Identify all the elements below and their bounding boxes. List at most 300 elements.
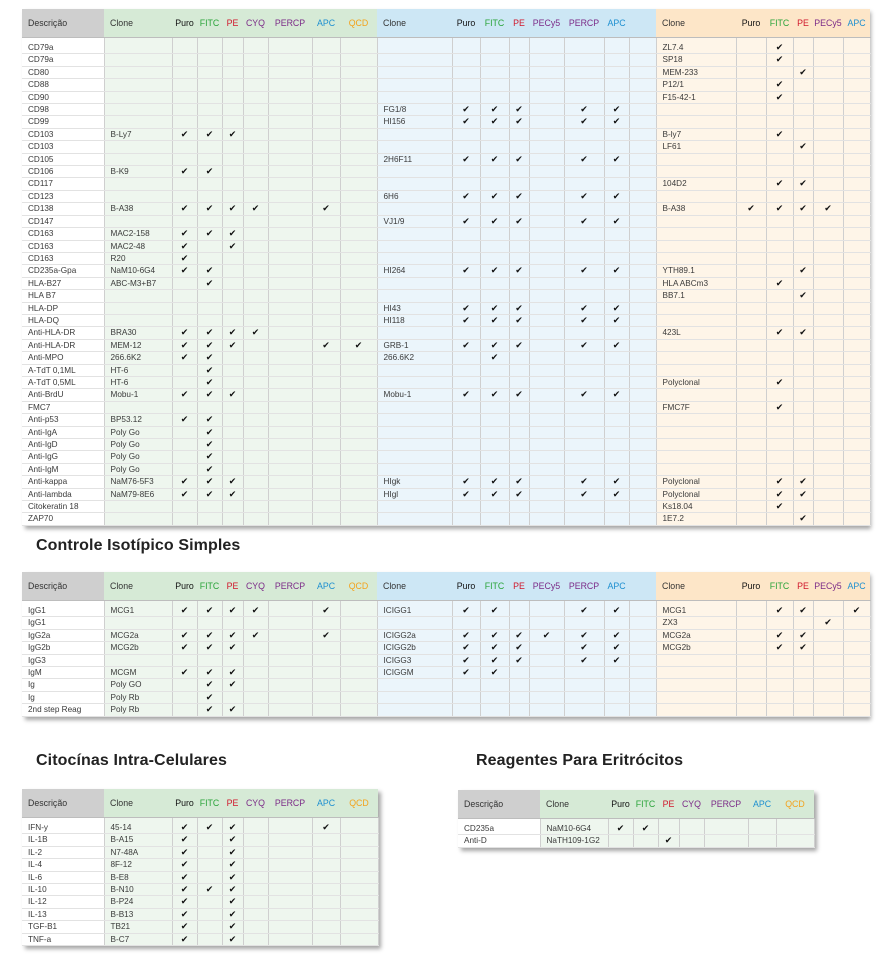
check-cell [766, 66, 793, 78]
table-row [22, 629, 870, 641]
check-cell [243, 389, 268, 401]
description-cell: CD79a [22, 42, 104, 54]
check-cell [736, 79, 766, 91]
clone-cell [377, 426, 452, 438]
check-cell [452, 240, 480, 252]
check-cell: ✔ [172, 166, 197, 178]
check-cell [509, 463, 529, 475]
check-cell [480, 617, 509, 629]
check-cell [509, 166, 529, 178]
check-cell [480, 178, 509, 190]
check-cell [340, 617, 377, 629]
check-cell [340, 691, 377, 703]
check-cell [629, 240, 656, 252]
check-cell: ✔ [452, 488, 480, 500]
check-cell [736, 42, 766, 54]
clone-cell [104, 79, 172, 91]
check-cell: ✔ [564, 654, 604, 666]
check-cell [529, 451, 564, 463]
check-cell [843, 376, 870, 388]
check-cell [312, 501, 340, 513]
header-clone: Clone [377, 9, 452, 38]
check-cell [243, 463, 268, 475]
check-cell: ✔ [222, 240, 243, 252]
check-cell [766, 439, 793, 451]
clone-cell [104, 178, 172, 190]
check-cell [629, 513, 656, 525]
check-cell [268, 327, 312, 339]
table-row [22, 654, 870, 666]
check-cell [564, 704, 604, 716]
check-cell [197, 104, 222, 116]
check-cell [452, 327, 480, 339]
check-cell [509, 605, 529, 617]
clone-cell: MCG2b [104, 642, 172, 654]
check-cell: ✔ [312, 339, 340, 351]
check-cell [629, 376, 656, 388]
check-cell [268, 91, 312, 103]
check-cell [222, 252, 243, 264]
check-cell [608, 835, 633, 847]
clone-cell [104, 617, 172, 629]
check-cell: ✔ [604, 476, 629, 488]
check-cell: ✔ [509, 642, 529, 654]
check-cell [564, 290, 604, 302]
clone-cell: BRA30 [104, 327, 172, 339]
check-cell [813, 91, 843, 103]
check-cell [268, 414, 312, 426]
check-cell: ✔ [604, 215, 629, 227]
check-cell [704, 823, 748, 835]
check-cell [312, 302, 340, 314]
check-cell [766, 153, 793, 165]
check-cell: ✔ [766, 277, 793, 289]
check-cell [312, 921, 340, 933]
clone-cell [377, 679, 452, 691]
check-cell [312, 642, 340, 654]
clone-cell [656, 116, 736, 128]
check-cell [222, 178, 243, 190]
check-cell [736, 654, 766, 666]
check-cell [704, 835, 748, 847]
check-cell: ✔ [197, 203, 222, 215]
table-row [22, 252, 870, 264]
check-cell [813, 439, 843, 451]
check-cell [793, 91, 813, 103]
check-cell [604, 91, 629, 103]
check-cell [243, 252, 268, 264]
clone-cell [656, 679, 736, 691]
check-cell [736, 54, 766, 66]
check-cell [629, 166, 656, 178]
header-percp: PERCP [564, 9, 604, 38]
header-pe: PE [793, 9, 813, 38]
check-cell [843, 389, 870, 401]
check-cell [529, 401, 564, 413]
check-cell [243, 414, 268, 426]
check-cell [312, 178, 340, 190]
header-apc: APC [843, 9, 870, 38]
check-cell [452, 66, 480, 78]
check-cell [312, 679, 340, 691]
check-cell [564, 451, 604, 463]
check-cell [813, 476, 843, 488]
check-cell: ✔ [222, 629, 243, 641]
check-cell [509, 203, 529, 215]
check-cell [843, 476, 870, 488]
check-cell: ✔ [480, 488, 509, 500]
clone-cell: ZL7.4 [656, 42, 736, 54]
check-cell [629, 401, 656, 413]
clone-cell: 104D2 [656, 178, 736, 190]
check-cell [529, 228, 564, 240]
check-cell: ✔ [509, 215, 529, 227]
description-cell: HLA-DP [22, 302, 104, 314]
clone-cell: MAC2-158 [104, 228, 172, 240]
check-cell [766, 228, 793, 240]
clone-cell [377, 66, 452, 78]
clone-cell: 266.6K2 [104, 352, 172, 364]
check-cell: ✔ [564, 104, 604, 116]
table-row [22, 389, 870, 401]
check-cell [222, 277, 243, 289]
clone-cell: 8F-12 [104, 859, 172, 871]
description-cell: CD98 [22, 104, 104, 116]
table-row [22, 414, 870, 426]
check-cell [222, 426, 243, 438]
check-cell [312, 401, 340, 413]
table-row [22, 921, 378, 933]
check-cell: ✔ [172, 128, 197, 140]
check-cell [736, 128, 766, 140]
table-row [22, 691, 870, 703]
check-cell [268, 339, 312, 351]
check-cell [793, 463, 813, 475]
check-cell [243, 822, 268, 834]
check-cell [172, 401, 197, 413]
header-pecy5: PECy5 [813, 9, 843, 38]
check-cell [222, 314, 243, 326]
check-cell [843, 54, 870, 66]
check-cell: ✔ [480, 215, 509, 227]
description-cell: Anti-IgM [22, 463, 104, 475]
table-row [458, 823, 814, 835]
check-cell [529, 265, 564, 277]
check-cell [268, 884, 312, 896]
check-cell [222, 265, 243, 277]
clone-cell: B-K9 [104, 166, 172, 178]
check-cell [312, 414, 340, 426]
check-cell [243, 376, 268, 388]
check-cell [197, 654, 222, 666]
check-cell [480, 166, 509, 178]
check-cell [843, 339, 870, 351]
header-fitc: FITC [766, 572, 793, 601]
check-cell [480, 704, 509, 716]
check-cell: ✔ [793, 605, 813, 617]
clone-cell: NaM10-6G4 [104, 265, 172, 277]
check-cell [480, 228, 509, 240]
check-cell [197, 178, 222, 190]
clone-cell: MEM-12 [104, 339, 172, 351]
check-cell [197, 42, 222, 54]
clone-cell [104, 314, 172, 326]
clone-cell [656, 439, 736, 451]
check-cell [268, 79, 312, 91]
clone-cell [656, 302, 736, 314]
header-fitc: FITC [197, 572, 222, 601]
check-cell [340, 91, 377, 103]
check-cell: ✔ [243, 327, 268, 339]
check-cell [793, 401, 813, 413]
check-cell: ✔ [172, 389, 197, 401]
table-row [22, 605, 870, 617]
check-cell: ✔ [564, 265, 604, 277]
check-cell [172, 42, 197, 54]
check-cell [243, 933, 268, 945]
cytokines-table [22, 789, 378, 946]
check-cell [268, 439, 312, 451]
clone-cell [377, 54, 452, 66]
check-cell [629, 488, 656, 500]
check-cell [312, 153, 340, 165]
check-cell [172, 451, 197, 463]
description-cell: CD117 [22, 178, 104, 190]
clone-cell [377, 513, 452, 525]
check-cell [312, 104, 340, 116]
check-cell [813, 141, 843, 153]
clone-cell: Poly GO [104, 679, 172, 691]
check-cell [604, 439, 629, 451]
check-cell [766, 691, 793, 703]
check-cell [480, 463, 509, 475]
check-cell [766, 451, 793, 463]
check-cell [736, 215, 766, 227]
check-cell [222, 302, 243, 314]
check-cell [197, 859, 222, 871]
check-cell [529, 66, 564, 78]
check-cell [529, 376, 564, 388]
check-cell [529, 654, 564, 666]
check-cell [340, 190, 377, 202]
check-cell [843, 66, 870, 78]
check-cell [172, 104, 197, 116]
description-cell: Anti-HLA-DR [22, 339, 104, 351]
check-cell [629, 277, 656, 289]
check-cell [529, 389, 564, 401]
clone-cell [104, 42, 172, 54]
clone-cell: B-Ly7 [104, 128, 172, 140]
description-cell: 2nd step Reag [22, 704, 104, 716]
clone-cell: Mobu-1 [104, 389, 172, 401]
check-cell [629, 141, 656, 153]
clone-cell: BP53.12 [104, 414, 172, 426]
check-cell: ✔ [480, 629, 509, 641]
check-cell: ✔ [793, 513, 813, 525]
check-cell [222, 501, 243, 513]
table-row [22, 679, 870, 691]
check-cell [268, 605, 312, 617]
check-cell [604, 617, 629, 629]
check-cell: ✔ [222, 908, 243, 920]
clone-cell: FMC7F [656, 401, 736, 413]
check-cell [736, 439, 766, 451]
check-cell [268, 896, 312, 908]
check-cell: ✔ [604, 629, 629, 641]
header-descricao: Descrição [22, 789, 104, 818]
check-cell [736, 617, 766, 629]
erythrocytes-body [458, 819, 814, 848]
clone-cell: NaM10-6G4 [540, 823, 608, 835]
check-cell: ✔ [604, 116, 629, 128]
header-puro: Puro [172, 9, 197, 38]
clone-cell [377, 42, 452, 54]
check-cell [813, 642, 843, 654]
check-cell [736, 190, 766, 202]
clone-cell [104, 141, 172, 153]
clone-cell [377, 364, 452, 376]
description-cell: CD235a-Gpa [22, 265, 104, 277]
table-row [22, 933, 378, 945]
table-row [22, 513, 870, 525]
check-cell [312, 190, 340, 202]
check-cell [843, 215, 870, 227]
check-cell [452, 691, 480, 703]
check-cell [736, 376, 766, 388]
check-cell [629, 116, 656, 128]
check-cell [268, 166, 312, 178]
check-cell [312, 290, 340, 302]
description-cell: CD138 [22, 203, 104, 215]
check-cell [268, 352, 312, 364]
description-cell: CD163 [22, 252, 104, 264]
check-cell [736, 314, 766, 326]
check-cell [766, 704, 793, 716]
clone-cell [656, 654, 736, 666]
check-cell [268, 190, 312, 202]
clone-cell: ICIGG2b [377, 642, 452, 654]
check-cell [793, 252, 813, 264]
description-cell: Ig [22, 679, 104, 691]
check-cell [564, 691, 604, 703]
check-cell [843, 691, 870, 703]
check-cell [172, 426, 197, 438]
header-pe: PE [509, 9, 529, 38]
check-cell [340, 314, 377, 326]
check-cell [629, 426, 656, 438]
check-cell: ✔ [312, 822, 340, 834]
check-cell [197, 908, 222, 920]
description-cell: Anti-MPO [22, 352, 104, 364]
check-cell [312, 884, 340, 896]
check-cell [529, 414, 564, 426]
check-cell [509, 376, 529, 388]
check-cell: ✔ [766, 376, 793, 388]
check-cell [629, 691, 656, 703]
check-cell [529, 426, 564, 438]
description-cell: CD123 [22, 190, 104, 202]
header-apc: APC [748, 790, 776, 819]
check-cell [222, 352, 243, 364]
check-cell [268, 859, 312, 871]
check-cell [243, 617, 268, 629]
check-cell [813, 54, 843, 66]
check-cell [268, 240, 312, 252]
clone-cell: B-E8 [104, 871, 172, 883]
check-cell [243, 704, 268, 716]
table-row [22, 42, 870, 54]
check-cell [813, 178, 843, 190]
check-cell [452, 79, 480, 91]
check-cell [480, 501, 509, 513]
check-cell [793, 389, 813, 401]
description-cell: Anti-HLA-DR [22, 327, 104, 339]
check-cell [222, 66, 243, 78]
check-cell [793, 215, 813, 227]
check-cell [813, 605, 843, 617]
clone-cell: YTH89.1 [656, 265, 736, 277]
check-cell [843, 228, 870, 240]
clone-cell: Polyclonal [656, 476, 736, 488]
table-row [22, 290, 870, 302]
check-cell [843, 104, 870, 116]
check-cell [480, 91, 509, 103]
check-cell [340, 42, 377, 54]
check-cell [793, 228, 813, 240]
check-cell [340, 116, 377, 128]
check-cell [509, 141, 529, 153]
clone-cell [377, 617, 452, 629]
header-descricao: Descrição [22, 9, 104, 38]
check-cell [813, 352, 843, 364]
check-cell [564, 252, 604, 264]
check-cell: ✔ [172, 859, 197, 871]
check-cell [766, 654, 793, 666]
check-cell [629, 389, 656, 401]
check-cell: ✔ [197, 822, 222, 834]
check-cell: ✔ [222, 871, 243, 883]
clone-cell: ICIGG1 [377, 605, 452, 617]
check-cell [509, 401, 529, 413]
check-cell: ✔ [509, 104, 529, 116]
check-cell [509, 667, 529, 679]
check-cell: ✔ [604, 314, 629, 326]
check-cell: ✔ [480, 153, 509, 165]
header-cyq: CYQ [679, 790, 704, 819]
check-cell: ✔ [766, 91, 793, 103]
check-cell [312, 476, 340, 488]
check-cell [172, 153, 197, 165]
check-cell [243, 667, 268, 679]
check-cell [736, 153, 766, 165]
table-row [22, 314, 870, 326]
header-apc: APC [604, 9, 629, 38]
check-cell [813, 314, 843, 326]
check-cell [736, 91, 766, 103]
check-cell [766, 252, 793, 264]
check-cell [243, 859, 268, 871]
check-cell [776, 823, 814, 835]
check-cell [452, 252, 480, 264]
check-cell [340, 215, 377, 227]
check-cell [480, 401, 509, 413]
check-cell [222, 153, 243, 165]
check-cell [268, 141, 312, 153]
table-row [22, 190, 870, 202]
check-cell [480, 414, 509, 426]
table-row [22, 463, 870, 475]
check-cell [813, 79, 843, 91]
